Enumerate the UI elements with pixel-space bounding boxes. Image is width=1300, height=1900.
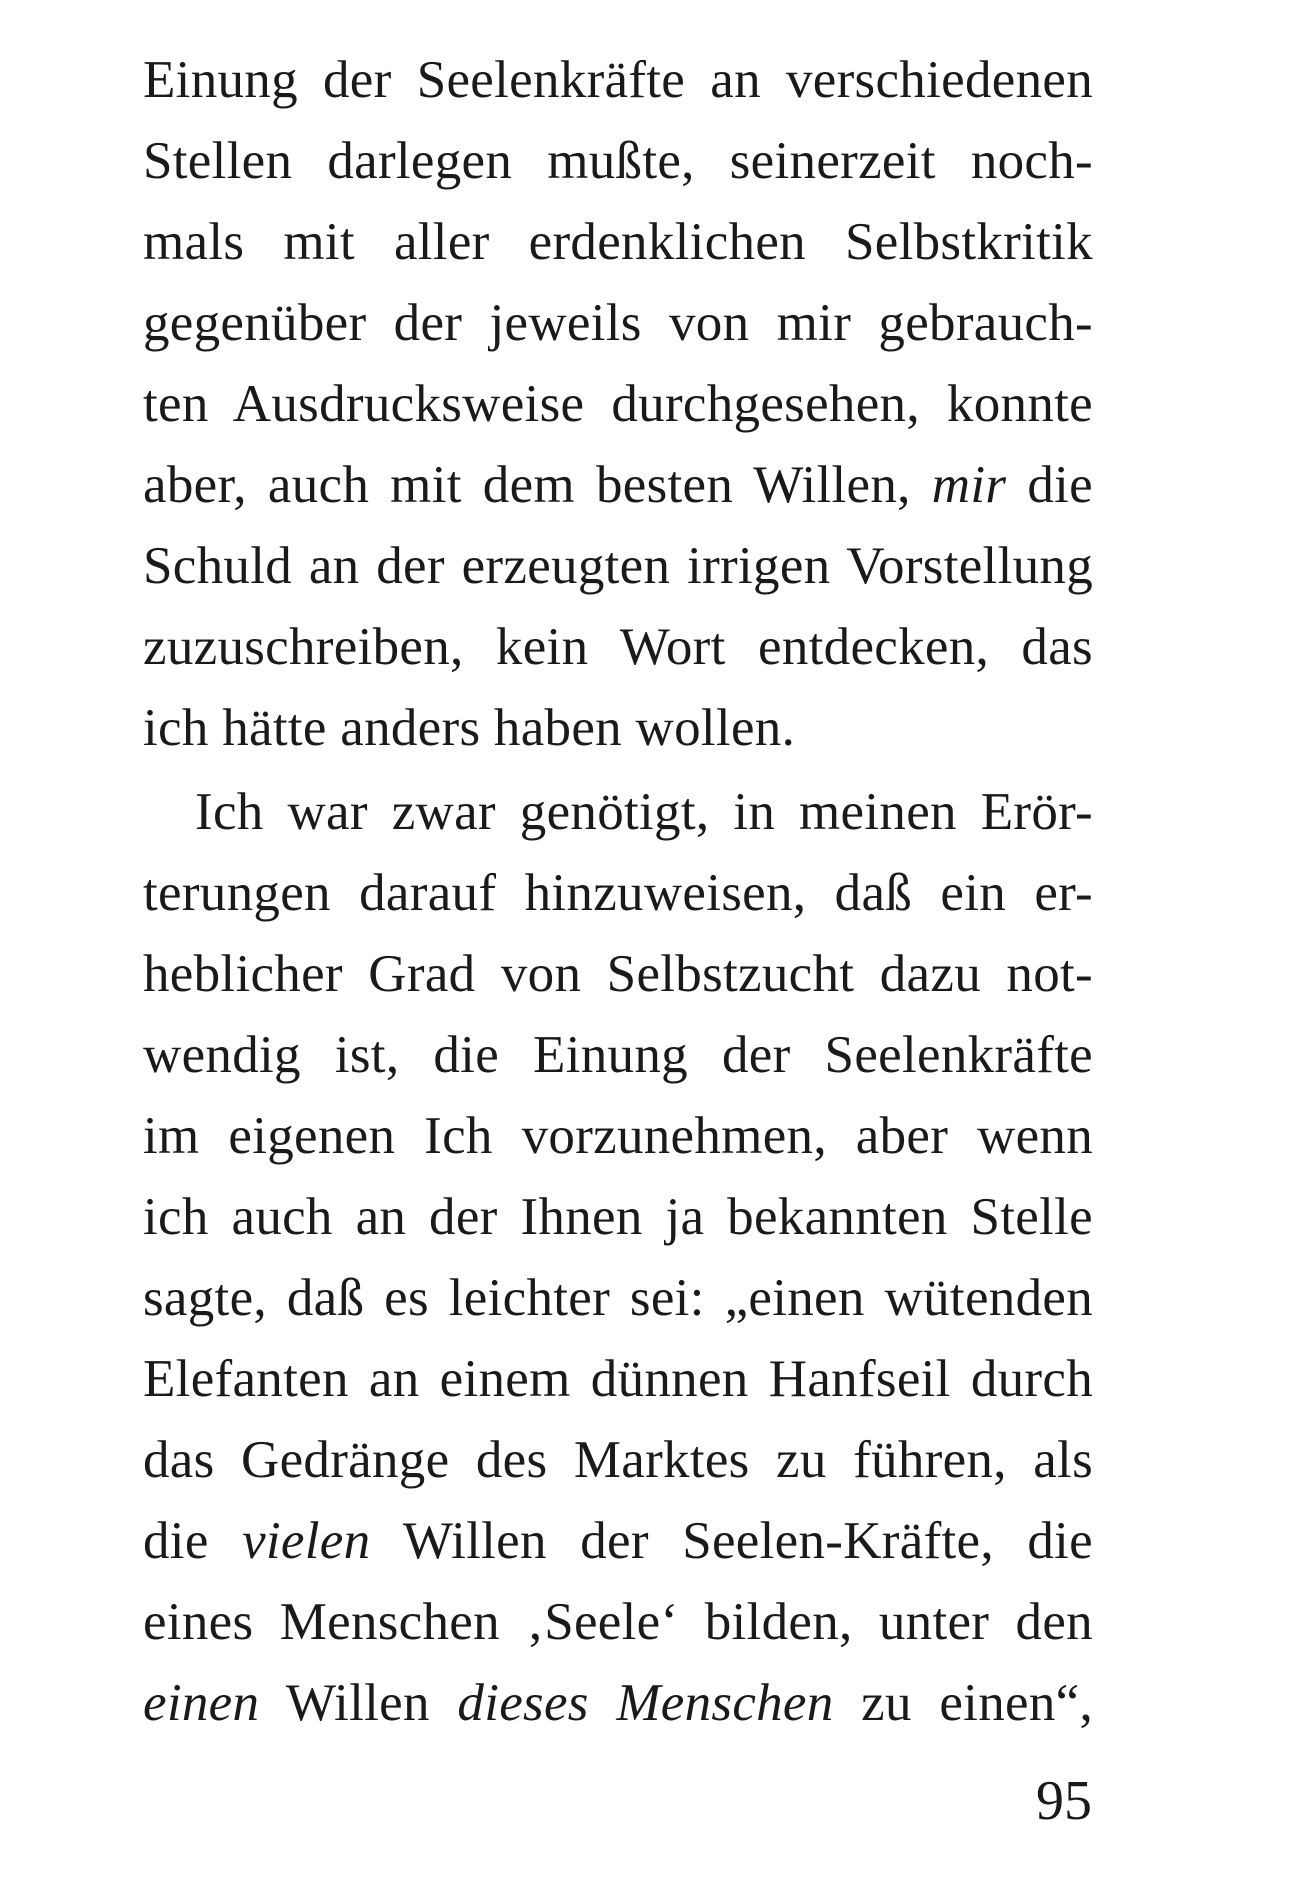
text-segment: Stellen darlegen mußte, seinerzeit noch- (143, 132, 1093, 190)
text-segment: die (143, 1512, 243, 1570)
text-segment: Elefanten an einem dünnen Hanfseil durch (143, 1350, 1093, 1408)
italic-text: vielen (242, 1512, 371, 1570)
text-segment: wendig ist, die Einung der Seelenkräfte (143, 1026, 1093, 1084)
text-line (143, 772, 1093, 853)
text-line (143, 1420, 1093, 1501)
text-line (143, 1663, 1093, 1744)
italic-text: einen (143, 1674, 260, 1732)
text-line (143, 364, 1093, 445)
text-segment: sagte, daß es leichter sei: „einen wütenden (143, 1269, 1093, 1327)
text-line (143, 1501, 1093, 1582)
text-line (143, 526, 1093, 607)
text-line (143, 607, 1093, 688)
text-segment: im eigenen Ich vorzunehmen, aber wenn (143, 1107, 1093, 1165)
text-line (143, 121, 1093, 202)
text-segment: ten Ausdrucksweise durchgesehen, konnte (143, 375, 1093, 433)
paragraph-1 (143, 40, 1093, 769)
page-number: 95 (1036, 1770, 1092, 1832)
text-segment: ich auch an der Ihnen ja bekannten Stelle (143, 1188, 1093, 1246)
text-segment: Willen (259, 1674, 458, 1732)
paragraph-2 (143, 772, 1093, 1744)
text-segment: Willen der Seelen-Kräfte, die (370, 1512, 1093, 1570)
text-line (143, 1339, 1093, 1420)
text-segment: terungen darauf hinzuweisen, daß ein er- (143, 864, 1093, 922)
text-line (143, 1177, 1093, 1258)
text-line (143, 445, 1093, 526)
text-segment: heblicher Grad von Selbstzucht dazu not- (143, 945, 1093, 1003)
text-line (143, 202, 1093, 283)
italic-text: dieses Menschen (457, 1674, 834, 1732)
text-line (143, 688, 1093, 769)
text-segment: zuzuschreiben, kein Wort entdecken, das (143, 618, 1093, 676)
text-segment: aber, auch mit dem besten Willen, (143, 456, 932, 514)
italic-text: mir (931, 456, 1007, 514)
text-line (143, 934, 1093, 1015)
text-line (143, 1258, 1093, 1339)
text-segment: ich hätte anders haben wollen. (143, 699, 796, 757)
text-line (143, 853, 1093, 934)
text-segment: Einung der Seelenkräfte an verschiedenen (143, 51, 1093, 109)
text-line (143, 1015, 1093, 1096)
text-line (143, 1582, 1093, 1663)
text-segment: eines Menschen ‚Seele‘ bilden, unter den (143, 1593, 1093, 1651)
text-segment: das Gedränge des Marktes zu führen, als (143, 1431, 1093, 1489)
text-line (143, 283, 1093, 364)
text-segment: Schuld an der erzeugten irrigen Vorstellung (143, 537, 1093, 595)
text-segment: zu einen“, (833, 1674, 1094, 1732)
text-segment: gegenüber der jeweils von mir gebrauch- (143, 294, 1093, 352)
text-line (143, 1096, 1093, 1177)
text-segment: die (1006, 456, 1093, 514)
text-segment: mals mit aller erdenklichen Selbstkritik (143, 213, 1093, 271)
text-line (143, 40, 1093, 121)
text-segment: Ich war zwar genötigt, in meinen Erör- (195, 783, 1093, 841)
